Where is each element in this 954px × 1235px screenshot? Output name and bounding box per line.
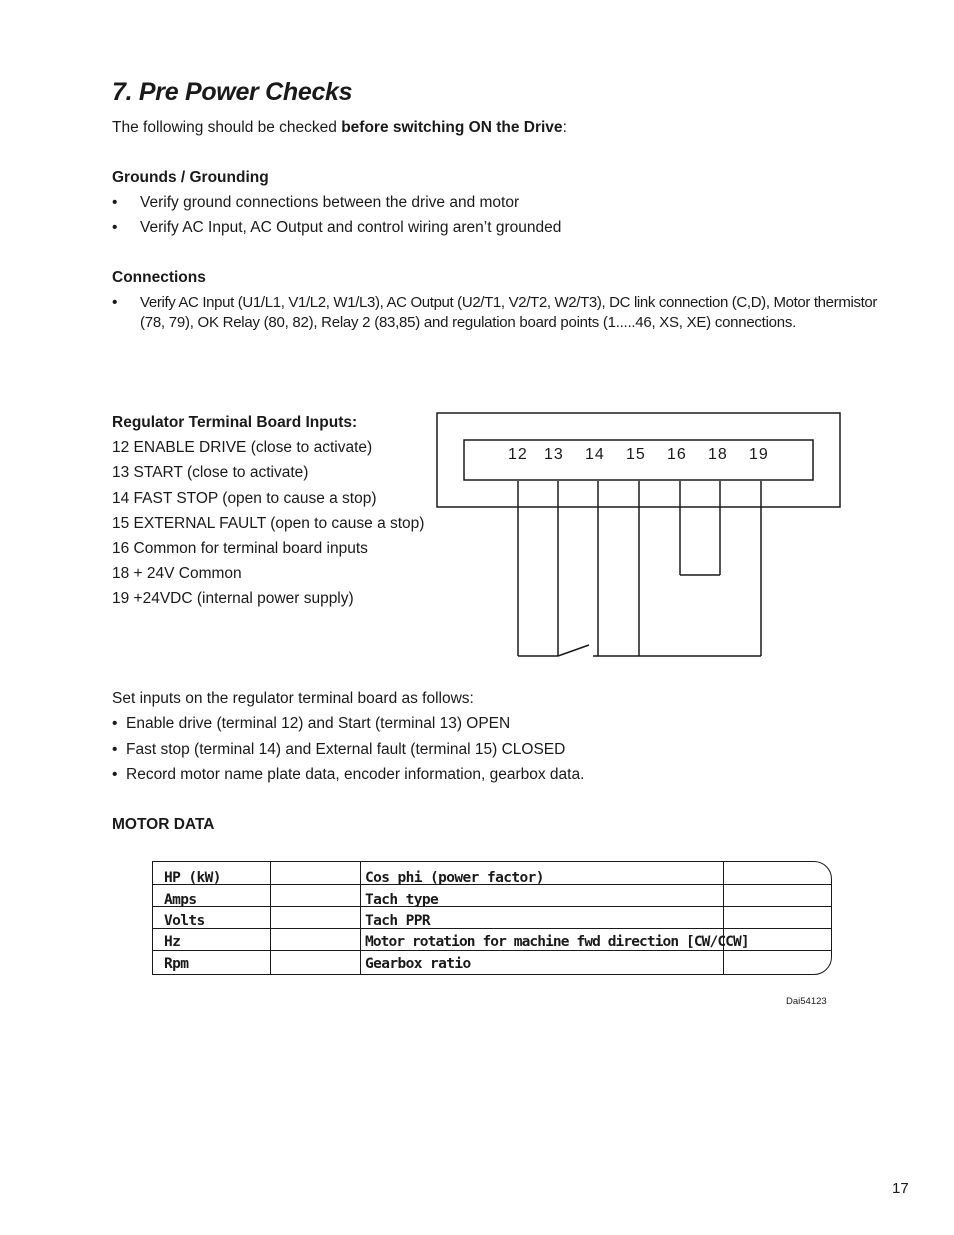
list-item-text: Enable drive (terminal 12) and Start (terminal 13) OPEN [126, 715, 511, 732]
bullet-icon: • [112, 194, 118, 211]
list-item-text: Verify AC Input, AC Output and control wiring aren’t grounded [140, 219, 562, 236]
terminal-label-13: 13 [544, 446, 564, 463]
connections-item-line1: Verify AC Input (U1/L1, V1/L2, W1/L3), AC Output (U2/T1, V2/T2, W2/T3), DC link connection (C,D), Motor thermistor [140, 294, 878, 311]
regulator-item: 15 EXTERNAL FAULT (open to cause a stop) [112, 515, 425, 532]
motor-data-table [152, 861, 832, 975]
list-item-text: Verify ground connections between the drive and motor [140, 194, 520, 211]
page-number: 17 [892, 1180, 909, 1197]
terminal-label-16: 16 [667, 446, 687, 463]
motor-label-rpm: Rpm [164, 956, 189, 972]
motor-label-gearbox: Gearbox ratio [365, 956, 471, 972]
regulator-item: 12 ENABLE DRIVE (close to activate) [112, 439, 373, 456]
intro-suffix: : [562, 119, 567, 136]
bullet-icon: • [112, 219, 118, 236]
motor-label-tach-type: Tach type [365, 892, 439, 908]
regulator-item: 16 Common for terminal board inputs [112, 540, 368, 557]
list-item-text: Fast stop (terminal 14) and External fault (terminal 15) CLOSED [126, 741, 566, 758]
motor-label-hp: HP (kW) [164, 870, 221, 886]
regulator-heading: Regulator Terminal Board Inputs: [112, 414, 358, 431]
terminal-label-18: 18 [708, 446, 728, 463]
page-title: 7. Pre Power Checks [112, 78, 353, 106]
grounds-heading: Grounds / Grounding [112, 169, 269, 186]
connections-item-line2: (78, 79), OK Relay (80, 82), Relay 2 (83,85) and regulation board points (1.....46, XS, XE) connections. [140, 314, 797, 331]
terminal-label-14: 14 [585, 446, 605, 463]
connections-heading: Connections [112, 269, 206, 286]
motor-label-rotation: Motor rotation for machine fwd direction [CW/CCW] [365, 934, 749, 950]
open-switch [558, 645, 589, 656]
motor-data-heading: MOTOR DATA [112, 816, 215, 833]
bullet-icon: • [112, 766, 118, 783]
intro-prefix: The following should be checked [112, 119, 342, 136]
regulator-item: 13 START (close to activate) [112, 464, 309, 481]
motor-label-volts: Volts [164, 913, 205, 929]
regulator-item: 18 + 24V Common [112, 565, 242, 582]
list-item-text: Record motor name plate data, encoder information, gearbox data. [126, 766, 585, 783]
terminal-label-19: 19 [749, 446, 769, 463]
regulator-item: 19 +24VDC (internal power supply) [112, 590, 354, 607]
motor-label-cos-phi: Cos phi (power factor) [365, 870, 544, 886]
bullet-icon: • [112, 715, 118, 732]
figure-code: Dai54123 [786, 996, 827, 1007]
intro-bold: before switching ON the Drive [341, 119, 563, 136]
setup-intro: Set inputs on the regulator terminal board as follows: [112, 690, 474, 707]
motor-label-tach-ppr: Tach PPR [365, 913, 431, 929]
motor-label-amps: Amps [164, 892, 197, 908]
motor-label-hz: Hz [164, 934, 181, 950]
terminal-label-15: 15 [626, 446, 646, 463]
bullet-icon: • [112, 741, 118, 758]
regulator-item: 14 FAST STOP (open to cause a stop) [112, 490, 377, 507]
terminal-label-12: 12 [508, 446, 528, 463]
bullet-icon: • [112, 294, 118, 311]
